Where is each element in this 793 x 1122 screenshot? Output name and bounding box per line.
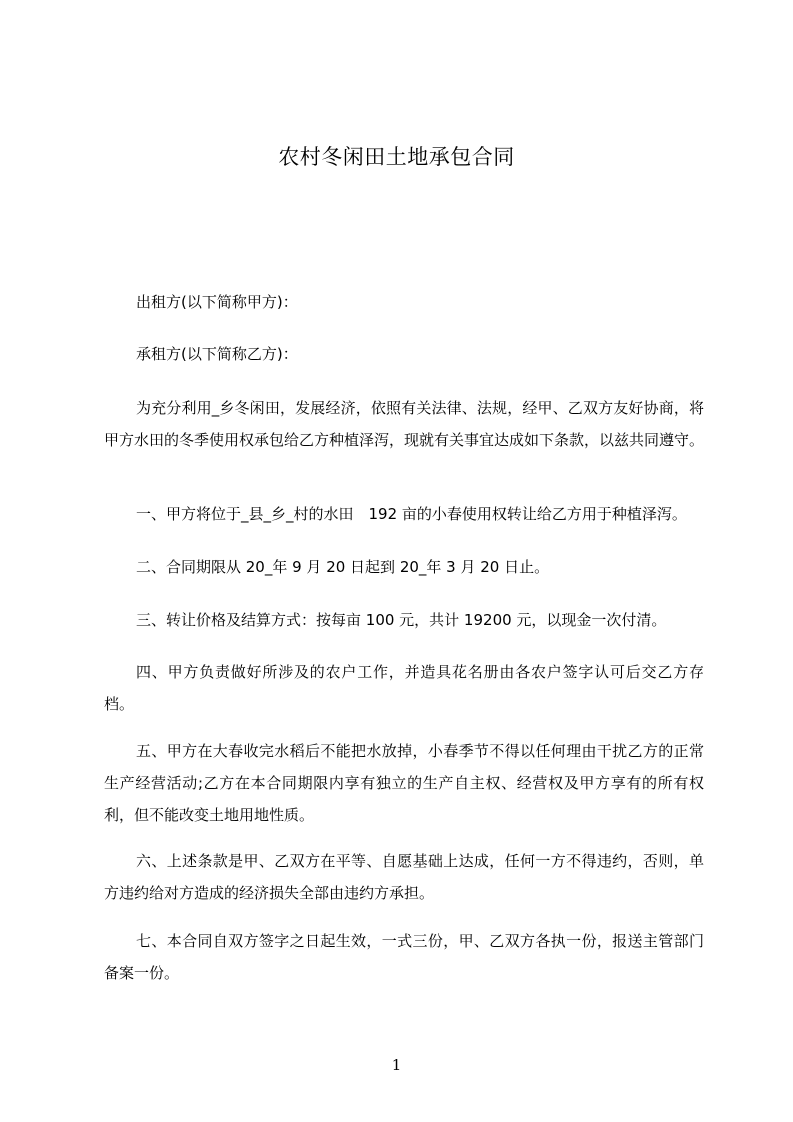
- clause-6-breach: 六、上述条款是甲、乙双方在平等、自愿基础上达成，任何一方不得违约，否则，单方违约给对方造成的经济损失全部由违约方承担。: [104, 852, 704, 902]
- clause-7-effect: 七、本合同自双方签字之日起生效，一式三份，甲、乙双方各执一份，报送主管部门备案一份。: [104, 932, 704, 982]
- clause-1-land: 一、甲方将位于_县_乡_村的水田 192 亩的小春使用权转让给乙方用于种植泽泻。: [136, 505, 687, 523]
- lessee-line: 承租方(以下简称乙方)：: [136, 345, 298, 363]
- clause-5-water-rights: 五、甲方在大春收完水稻后不能把水放掉，小春季节不得以任何理由干扰乙方的正常生产经营活动;乙方在本合同期限内享有独立的生产自主权、经营权及甲方享有的所有权利，但不能改变土地用地性质。: [104, 742, 704, 824]
- preamble-paragraph: 为充分利用_乡冬闲田，发展经济，依照有关法律、法规，经甲、乙双方友好协商，将甲方水田的冬季使用权承包给乙方种植泽泻，现就有关事宜达成如下条款，以兹共同遵守。: [104, 399, 705, 449]
- lessor-line: 出租方(以下简称甲方)：: [136, 293, 298, 311]
- clause-3-price: 三、转让价格及结算方式：按每亩 100 元，共计 19200 元，以现金一次付清。: [136, 611, 667, 629]
- document-title: 农村冬闲田土地承包合同: [278, 145, 515, 169]
- clause-4-farmer-work: 四、甲方负责做好所涉及的农户工作，并造具花名册由各农户签字认可后交乙方存档。: [104, 663, 704, 713]
- clause-2-term: 二、合同期限从 20_年 9 月 20 日起到 20_年 3 月 20 日止。: [136, 558, 550, 576]
- page-number: 1: [391, 1056, 402, 1074]
